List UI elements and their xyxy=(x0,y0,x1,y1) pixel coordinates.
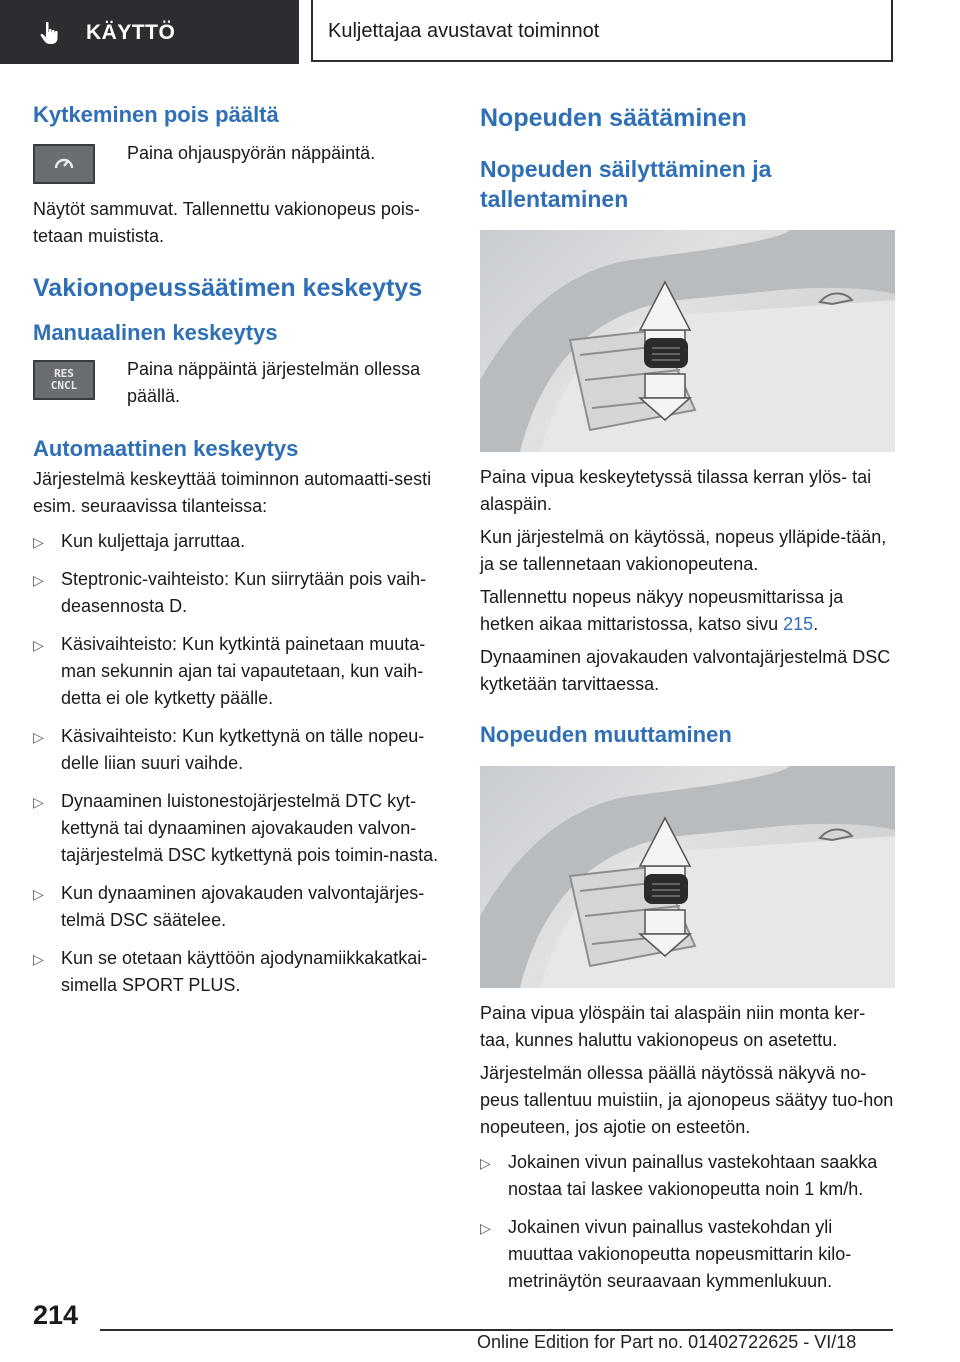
triangle-right-icon: ▷ xyxy=(33,637,44,653)
chapter-title: Kuljettajaa avustavat toiminnot xyxy=(328,20,600,42)
res-cncl-button-image xyxy=(33,360,95,400)
heading-manual-interrupt: Manuaalinen keskeytys xyxy=(33,320,278,345)
manual-instruction-text: Paina näppäintä järjestelmän ollessa päällä. xyxy=(127,359,421,406)
steering-wheel-illustration-change xyxy=(480,766,895,988)
triangle-right-icon: ▷ xyxy=(480,1155,491,1171)
keep-text-1: Paina vipua keskeytetyssä tilassa kerran ylös- tai alaspäin. xyxy=(480,467,872,514)
manual-instruction xyxy=(33,360,443,410)
heading-keep-store: Nopeuden säilyttäminen ja tallentaminen xyxy=(480,156,772,212)
triangle-right-icon: ▷ xyxy=(33,886,44,902)
heading-auto-interrupt: Automaattinen keskeytys xyxy=(33,436,299,461)
list-item: ▷ Kun se otetaan käyttöön ajodynamiikkakatkai-simella SPORT PLUS. xyxy=(33,948,428,995)
list-item: ▷ Kun dynaaminen ajovakauden valvontajärjes-telmä DSC säätelee. xyxy=(33,883,425,930)
steering-lever-image xyxy=(480,230,895,452)
heading-interrupt: Vakionopeussäätimen keskeytys xyxy=(33,274,423,302)
cruise-control-icon xyxy=(51,154,77,174)
section-tab xyxy=(0,0,299,64)
right-column xyxy=(480,98,895,1306)
triangle-right-icon: ▷ xyxy=(33,534,44,550)
cruise-control-button-image xyxy=(33,144,95,184)
off-result-text: Näytöt sammuvat. Tallennettu vakionopeus pois-tetaan muistista. xyxy=(33,199,420,246)
page-reference-link[interactable]: 215 xyxy=(783,614,814,634)
footer-divider xyxy=(100,1329,893,1331)
chapter-header xyxy=(311,0,893,62)
triangle-right-icon: ▷ xyxy=(480,1220,491,1236)
steering-lever-image xyxy=(480,766,895,988)
page-number: 214 xyxy=(33,1300,79,1330)
change-text-2: Järjestelmän ollessa päällä näytössä näkyvä no-peus tallentuu muistiin, ja ajonopeus säätyy tuo-hon nopeuteen, jos ajotie on esteetön. xyxy=(480,1063,894,1137)
keep-text-2: Kun järjestelmä on käytössä, nopeus ylläpide-tään, ja se tallennetaan vakionopeutena. xyxy=(480,527,887,574)
list-item: ▷ Jokainen vivun painallus vastekohdan yli muuttaa vakionopeutta nopeusmittarin kilo-metrinäytön seuraavaan kymmenlukuun. xyxy=(480,1217,852,1291)
list-item: ▷ Käsivaihteisto: Kun kytkintä painetaan muuta-man sekunnin ajan tai vapautetaan, kun vaih-detta ei ole kytketty päälle. xyxy=(33,634,426,708)
triangle-right-icon: ▷ xyxy=(33,729,44,745)
list-item: ▷ Steptronic-vaihteisto: Kun siirrytään pois vaih-deasennosta D. xyxy=(33,569,427,616)
hand-pointer-icon xyxy=(38,20,64,46)
off-instruction-text: Paina ohjauspyörän näppäintä. xyxy=(127,143,376,163)
keep-text-4: Dynaaminen ajovakauden valvontajärjestelmä DSC kytketään tarvittaessa. xyxy=(480,647,891,694)
triangle-right-icon: ▷ xyxy=(33,951,44,967)
res-label: RES xyxy=(54,367,74,380)
heading-switch-off: Kytkeminen pois päältä xyxy=(33,102,279,127)
edition-label: Online Edition for Part no. 01402722625 - VI/18 xyxy=(477,1332,857,1352)
change-list xyxy=(480,1149,895,1295)
left-column xyxy=(33,98,443,1010)
section-label: KÄYTTÖ xyxy=(86,21,176,44)
auto-intro-text: Järjestelmä keskeyttää toiminnon automaatti-sesti esim. seuraavissa tilanteissa: xyxy=(33,469,432,516)
heading-speed-adjust: Nopeuden säätäminen xyxy=(480,104,747,132)
heading-change-speed: Nopeuden muuttaminen xyxy=(480,722,732,747)
list-item: ▷ Käsivaihteisto: Kun kytkettynä on tälle nopeu-delle liian suuri vaihde. xyxy=(33,726,425,773)
steering-wheel-illustration-keep xyxy=(480,230,895,452)
change-text-1: Paina vipua ylöspäin tai alaspäin niin monta ker-taa, kunnes haluttu vakionopeus on asetettu. xyxy=(480,1003,866,1050)
keep-text-3: Tallennettu nopeus näkyy nopeusmittarissa ja hetken aikaa mittaristossa, katso sivu 215. xyxy=(480,587,844,634)
list-item: ▷ Kun kuljettaja jarruttaa. xyxy=(33,528,443,555)
triangle-right-icon: ▷ xyxy=(33,572,44,588)
switch-off-instruction xyxy=(33,144,443,184)
auto-conditions-list xyxy=(33,528,443,999)
triangle-right-icon: ▷ xyxy=(33,794,44,810)
list-item: ▷ Dynaaminen luistonestojärjestelmä DTC kyt-kettynä tai dynaaminen ajovakauden valvon-tajärjestelmä DSC kytkettynä pois toimin-nasta. xyxy=(33,791,439,865)
list-item: ▷ Jokainen vivun painallus vastekohtaan saakka nostaa tai laskee vakionopeutta noin 1 km/h. xyxy=(480,1152,878,1199)
cncl-label: CNCL xyxy=(50,379,78,392)
